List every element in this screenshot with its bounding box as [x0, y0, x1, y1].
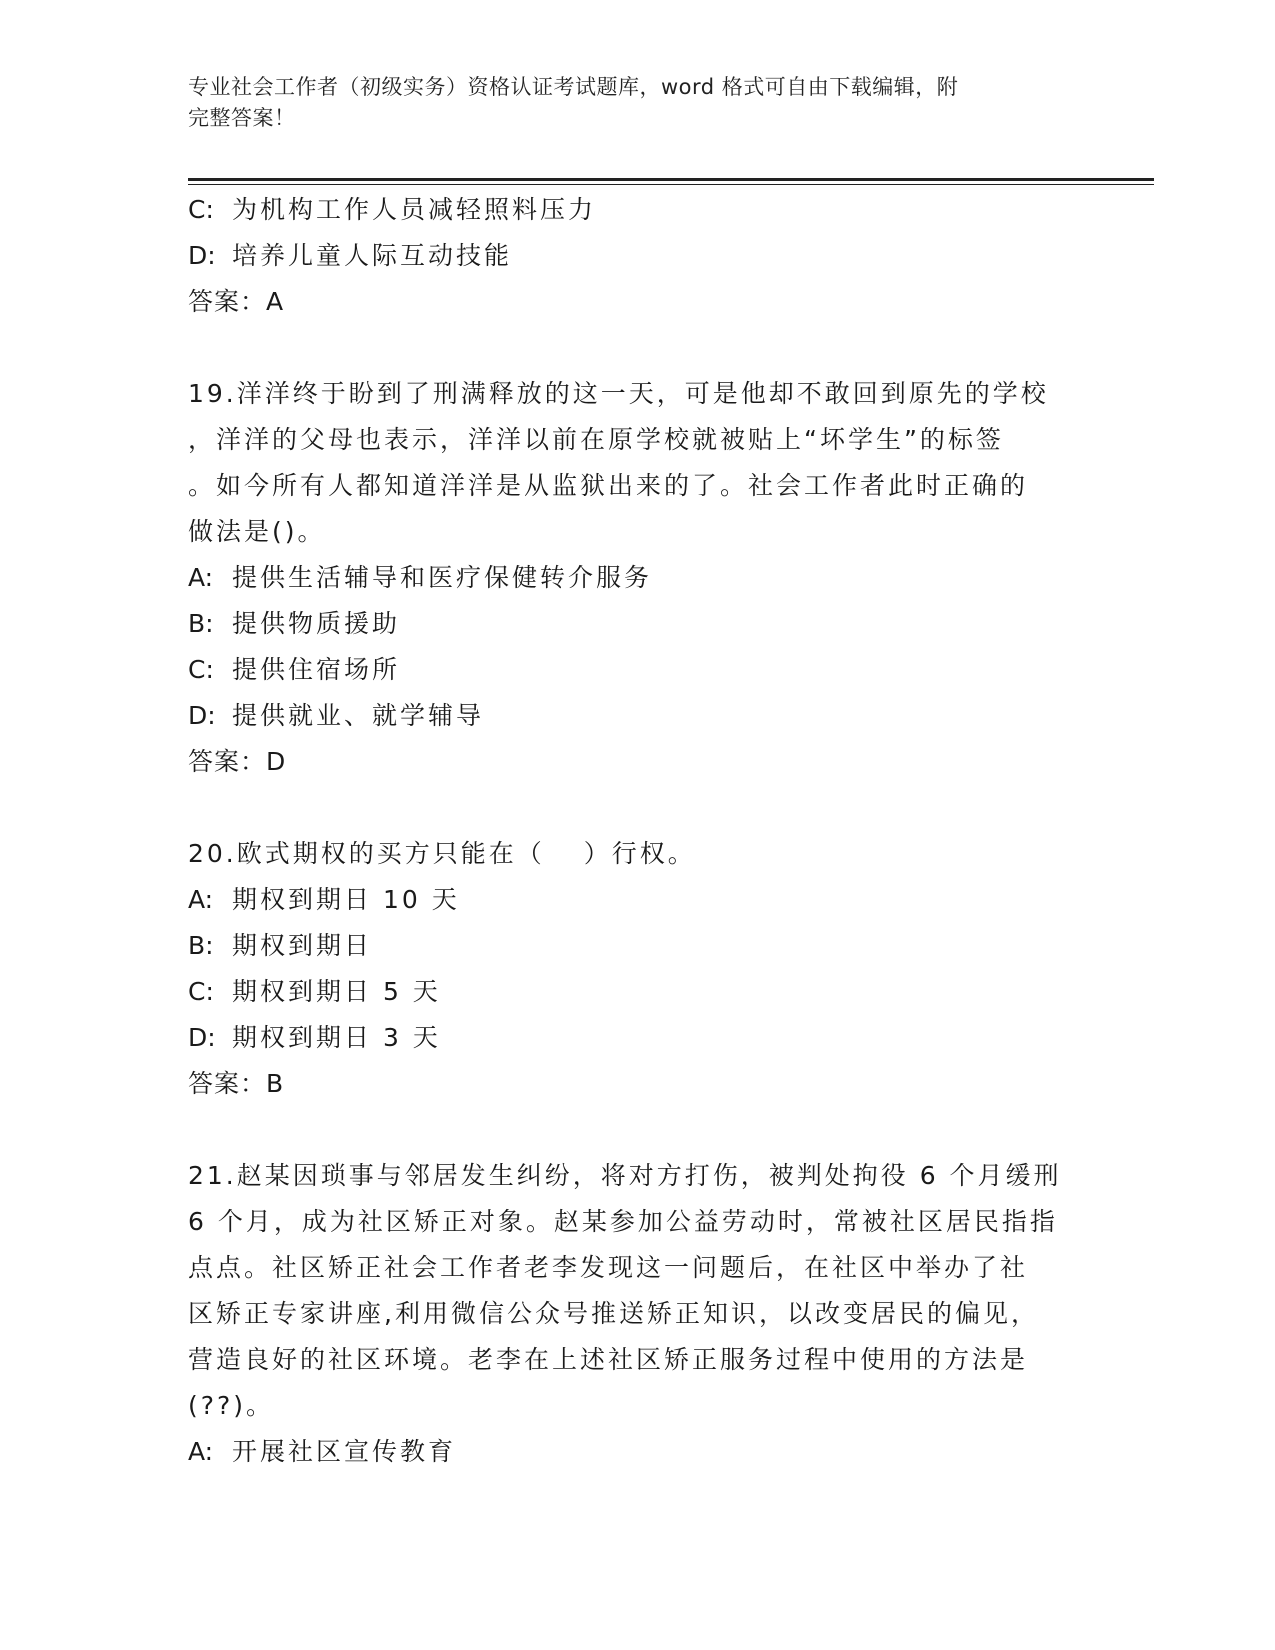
question-stem-line: 点点。社区矫正社会工作者老李发现这一问题后，在社区中举办了社	[188, 1253, 1029, 1282]
question-stem-line: ，洋洋的父母也表示，洋洋以前在原学校就被贴上“坏学生”的标签	[188, 425, 1004, 454]
option-a	[188, 877, 1088, 923]
option-text: 提供物质援助	[232, 609, 401, 638]
question-stem-line: 。如今所有人都知道洋洋是从监狱出来的了。社会工作者此时正确的	[188, 471, 1029, 500]
option-text: 为机构工作人员减轻照料压力	[232, 195, 597, 224]
question-gap	[188, 785, 1088, 831]
option-label: D:	[188, 1023, 216, 1052]
option-c	[188, 969, 1088, 1015]
option-a	[188, 555, 1088, 601]
question-stem-line: 营造良好的社区环境。老李在上述社区矫正服务过程中使用的方法是	[188, 1345, 1029, 1374]
answer-line: 答案：A	[188, 287, 285, 316]
header-rule-thick	[188, 178, 1154, 181]
option-a	[188, 1429, 1088, 1475]
question-stem-line: 做法是()。	[188, 517, 326, 546]
option-text: 培养儿童人际互动技能	[232, 241, 513, 270]
option-label: C:	[188, 195, 214, 224]
question-21	[188, 1153, 1088, 1475]
question-stem-line: 6 个月，成为社区矫正对象。赵某参加公益劳动时，常被社区居民指指	[188, 1207, 1058, 1236]
option-c	[188, 647, 1088, 693]
option-d	[188, 1015, 1088, 1061]
question-gap	[188, 325, 1088, 371]
option-text: 开展社区宣传教育	[232, 1437, 457, 1466]
option-d	[188, 693, 1088, 739]
question-stem-line: (??)。	[188, 1391, 275, 1420]
header-line-1: 专业社会工作者（初级实务）资格认证考试题库，word 格式可自由下载编辑，附	[188, 75, 959, 99]
option-text: 期权到期日 3 天	[232, 1023, 441, 1052]
option-label: A:	[188, 563, 214, 592]
option-text: 期权到期日	[232, 931, 373, 960]
question-stem-line: 20.欧式期权的买方只能在（ ）行权。	[188, 839, 696, 868]
option-label: B:	[188, 931, 214, 960]
question-stem-line: 21.赵某因琐事与邻居发生纠纷，将对方打伤，被判处拘役 6 个月缓刑	[188, 1161, 1062, 1190]
option-d	[188, 233, 1088, 279]
answer-line: 答案：D	[188, 747, 287, 776]
option-text: 期权到期日 5 天	[232, 977, 441, 1006]
option-label: C:	[188, 655, 214, 684]
document-header	[188, 72, 1068, 134]
header-rule-thin	[188, 184, 1154, 185]
option-text: 提供就业、就学辅导	[232, 701, 485, 730]
option-c	[188, 187, 1088, 233]
option-text: 提供住宿场所	[232, 655, 401, 684]
option-label: A:	[188, 885, 214, 914]
option-text: 提供生活辅导和医疗保健转介服务	[232, 563, 653, 592]
option-b	[188, 923, 1088, 969]
option-label: A:	[188, 1437, 214, 1466]
option-b	[188, 601, 1088, 647]
option-label: D:	[188, 241, 216, 270]
question-18	[188, 187, 1088, 325]
question-gap	[188, 1107, 1088, 1153]
option-label: C:	[188, 977, 214, 1006]
option-label: B:	[188, 609, 214, 638]
question-stem-line: 区矫正专家讲座,利用微信公众号推送矫正知识，以改变居民的偏见，	[188, 1299, 1039, 1328]
answer-line: 答案：B	[188, 1069, 285, 1098]
question-stem-line: 19.洋洋终于盼到了刑满释放的这一天，可是他却不敢回到原先的学校	[188, 379, 1049, 408]
option-label: D:	[188, 701, 216, 730]
option-text: 期权到期日 10 天	[232, 885, 460, 914]
question-19	[188, 371, 1088, 785]
question-20	[188, 831, 1088, 1107]
document-body	[188, 187, 1088, 1475]
header-line-2: 完整答案！	[188, 106, 296, 130]
